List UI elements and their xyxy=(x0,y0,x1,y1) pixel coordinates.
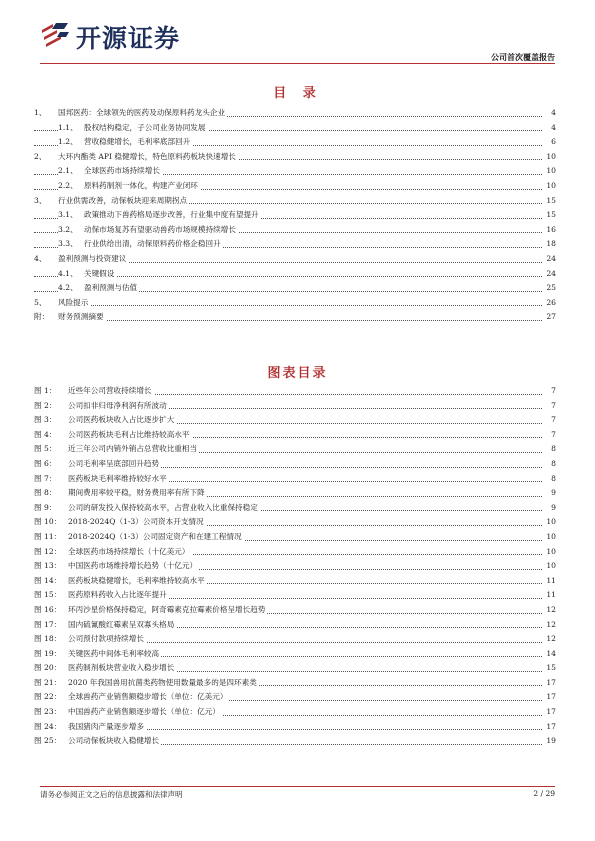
toc-entry-page: 15 xyxy=(544,208,556,223)
toc-entry-label xyxy=(58,281,139,296)
toc-entry-label xyxy=(34,545,192,560)
toc-entry-text: 原料药制剂一体化，构建产业闭环 xyxy=(84,180,198,190)
toc-entry-label xyxy=(58,208,261,223)
toc-entry-page: 10 xyxy=(544,150,556,165)
toc-entry[interactable] xyxy=(34,281,556,296)
toc-entry-label xyxy=(34,384,154,399)
toc-entry-text: 公司医药板块收入占比逐步扩大 xyxy=(68,415,175,425)
toc-entry-label xyxy=(34,442,199,457)
toc-entry-text: 中国医药市场维持增长趋势（十亿元） xyxy=(68,561,198,571)
toc-entry-text: 全球医药市场持续增长（十亿美元） xyxy=(68,546,190,556)
toc-entry-text: 盈利预测与估值 xyxy=(84,283,138,293)
toc-entry-number: 图 15： xyxy=(34,590,62,600)
toc-entry-label xyxy=(34,399,169,414)
toc-entry-text: 动保市场复苏有望驱动兽药市场规模持续增长 xyxy=(84,224,236,234)
figure-toc-entry[interactable] xyxy=(34,705,556,720)
toc-entry-text: 环丙沙星价格保持稳定，阿奇霉素克拉霉素价格呈增长趋势 xyxy=(68,604,266,614)
toc-entry-page: 17 xyxy=(544,705,556,720)
footer-disclaimer: 请务必参阅正文之后的信息披露和法律声明 xyxy=(40,790,183,799)
toc-entry[interactable] xyxy=(34,310,556,325)
toc-entry-label xyxy=(34,603,267,618)
toc-entry-page: 15 xyxy=(544,661,556,676)
toc-entry-page: 12 xyxy=(544,618,556,633)
toc-entry-label xyxy=(34,734,161,749)
toc-entry-number: 图 5： xyxy=(34,444,57,454)
toc-entry-number: 附： xyxy=(34,312,50,322)
toc-entry-number: 2.2、 xyxy=(58,180,78,190)
toc-entry-number: 图 21： xyxy=(34,677,62,687)
toc-entry-number: 3、 xyxy=(34,195,47,205)
toc-entry-number: 4.1、 xyxy=(58,268,78,278)
page-number: 2 / 29 xyxy=(533,789,555,798)
toc-entry-text: 2018-2024Q（1-3）公司资本开支情况 xyxy=(68,517,204,527)
figure-toc-entry[interactable] xyxy=(34,457,556,472)
toc-entry-page: 7 xyxy=(549,399,556,414)
toc-entry-number: 图 23： xyxy=(34,707,62,717)
toc-entry-page: 24 xyxy=(544,267,556,282)
toc-entry-number: 1.2、 xyxy=(58,137,78,147)
figure-toc-entry[interactable] xyxy=(34,472,556,487)
toc-entry-label xyxy=(34,252,128,267)
figure-toc-entry[interactable] xyxy=(34,545,556,560)
toc-entry-page: 11 xyxy=(544,574,556,589)
toc-entry-page: 10 xyxy=(544,515,556,530)
toc-entry-number: 图 2： xyxy=(34,400,57,410)
toc-entry-number: 1、 xyxy=(34,108,47,117)
figure-toc-entry[interactable] xyxy=(34,515,556,530)
toc-entry-label xyxy=(34,310,106,325)
figure-toc-entry[interactable] xyxy=(34,574,556,589)
dot-leader xyxy=(34,305,542,306)
toc-entry-text: 关键医药中间体毛利率较高 xyxy=(68,648,160,658)
toc-entry-text: 关键假设 xyxy=(84,268,115,278)
figure-toc-entry[interactable] xyxy=(34,486,556,501)
toc-entry-label xyxy=(58,267,116,282)
toc-entry-text: 中国兽药产业销售额逐步增长（单位：亿元） xyxy=(68,707,220,717)
figure-toc-entry[interactable] xyxy=(34,647,556,662)
toc-entry-page: 7 xyxy=(549,413,556,428)
toc-entry-label xyxy=(58,179,200,194)
figure-toc-entry[interactable] xyxy=(34,734,556,749)
toc-entry-label xyxy=(34,194,189,209)
toc-entry[interactable] xyxy=(34,208,556,223)
toc-entry-text: 行业供给出清，动保原料药价格企稳回升 xyxy=(84,239,221,249)
toc-entry-label xyxy=(34,647,161,662)
figure-toc-entry[interactable] xyxy=(34,384,556,399)
figure-toc-entry[interactable] xyxy=(34,588,556,603)
toc-entry-page: 10 xyxy=(544,559,556,574)
brand-logo-icon xyxy=(40,20,70,48)
toc-entry-text: 近些年公司营收持续增长 xyxy=(68,386,152,395)
toc-entry-number: 图 24： xyxy=(34,721,62,731)
toc-entry-text: 全球兽药产业销售额稳步增长（单位：亿美元） xyxy=(68,692,228,702)
figure-toc-entry[interactable] xyxy=(34,413,556,428)
toc-entry-number: 3.3、 xyxy=(58,239,78,249)
toc-entry-label xyxy=(34,690,229,705)
toc-entry[interactable] xyxy=(34,223,556,238)
toc-entry-page: 10 xyxy=(544,179,556,194)
toc-entry-text: 2020 年我国兽用抗菌类药物使用数量最多的是四环素类 xyxy=(68,677,257,687)
toc-entry-text: 政策推动下兽药格局逐步改善，行业集中度有望提升 xyxy=(84,210,259,220)
header-divider xyxy=(40,63,555,64)
toc-entry-page: 12 xyxy=(544,632,556,647)
toc-entry-label xyxy=(34,296,90,311)
toc-entry-number: 5、 xyxy=(34,297,47,307)
toc-entry-text: 公司预付款项持续增长 xyxy=(68,634,144,644)
toc-entry-page: 9 xyxy=(549,501,556,516)
toc-entry-number: 图 18： xyxy=(34,634,62,644)
toc-entry-page: 19 xyxy=(544,734,556,749)
toc-entry-text: 国内硫氰酸红霉素呈双寡头格局 xyxy=(68,619,175,629)
toc-entry-number: 图 9： xyxy=(34,502,57,512)
toc-entry-page: 8 xyxy=(549,472,556,487)
toc-entry[interactable] xyxy=(34,164,556,179)
toc-entry-label xyxy=(34,559,199,574)
toc-entry-text: 公司的研发投入保持较高水平，占营业收入比重保持稳定 xyxy=(68,502,258,512)
toc-entry-text: 营收稳健增长，毛利率底部回升 xyxy=(84,137,191,147)
toc-entry-text: 行业供需改善，动保板块迎来周期拐点 xyxy=(58,195,188,205)
toc-entry-text: 国邦医药：全球领先的医药及动保原料药龙头企业 xyxy=(58,108,226,117)
toc-entry-number: 1.1、 xyxy=(58,122,78,132)
figure-toc-entry[interactable] xyxy=(34,603,556,618)
toc-entry-page: 8 xyxy=(549,442,556,457)
toc-entry-number: 4、 xyxy=(34,253,47,263)
figure-toc-entry[interactable] xyxy=(34,661,556,676)
toc-entry-label xyxy=(34,530,244,545)
toc-entry[interactable] xyxy=(34,106,556,121)
toc-entry-page: 15 xyxy=(544,194,556,209)
toc-entry-text: 大环内酯类 API 稳健增长，特色原料药板块快速增长 xyxy=(58,151,236,161)
toc-entry-label xyxy=(34,106,227,121)
toc-entry-number: 图 13： xyxy=(34,561,62,571)
toc-entry-number: 图 12： xyxy=(34,546,62,556)
toc-entry-page: 7 xyxy=(549,428,556,443)
figure-toc-entry[interactable] xyxy=(34,559,556,574)
toc-entry-number: 4.2、 xyxy=(58,283,78,293)
toc-entry-text: 医药板块毛利率维持较好水平 xyxy=(68,473,167,483)
toc-entry-text: 股权结构稳定，子公司业务协同发展 xyxy=(84,122,206,132)
figure-toc-entry[interactable] xyxy=(34,530,556,545)
toc-entry-label xyxy=(34,457,161,472)
figure-toc-entry[interactable] xyxy=(34,676,556,691)
toc-entry-page: 27 xyxy=(544,310,556,325)
toc-entry-text: 全球医药市场持续增长 xyxy=(84,166,160,176)
dot-leader xyxy=(34,320,542,321)
figure-toc-entry[interactable] xyxy=(34,501,556,516)
figure-toc-entry[interactable] xyxy=(34,632,556,647)
toc-entry-page: 4 xyxy=(549,106,556,121)
toc-entry-page: 10 xyxy=(544,545,556,560)
report-type-label: 公司首次覆盖报告 xyxy=(491,52,555,62)
toc-entry[interactable] xyxy=(34,252,556,267)
toc-entry-text: 医药制剂板块营业收入稳步增长 xyxy=(68,663,175,673)
toc-entry-label xyxy=(34,720,146,735)
toc-entry-label xyxy=(34,501,260,516)
figure-toc-entry[interactable] xyxy=(34,428,556,443)
toc-entry-text: 期间费用率较平稳，财务费用率有所下降 xyxy=(68,488,205,498)
toc-entry-page: 14 xyxy=(544,647,556,662)
toc-entry-label xyxy=(58,237,223,252)
toc-entry-page: 24 xyxy=(544,252,556,267)
toc-entry-text: 公司医药板块毛利占比维持较高水平 xyxy=(68,429,190,439)
toc-entry[interactable] xyxy=(34,121,556,136)
toc-entry-number: 图 6： xyxy=(34,458,57,468)
toc-entry-label xyxy=(34,574,207,589)
toc-entry-number: 图 20： xyxy=(34,663,62,673)
toc-entry-number: 图 3： xyxy=(34,415,57,425)
toc-entry-label xyxy=(34,676,259,691)
toc-entry-page: 7 xyxy=(549,384,556,399)
toc-entry-label xyxy=(34,150,238,165)
toc-entry-label xyxy=(34,661,176,676)
toc-entry[interactable] xyxy=(34,296,556,311)
footer-divider xyxy=(40,786,555,787)
toc-entry-number: 2、 xyxy=(34,151,47,161)
toc-entry-page: 10 xyxy=(544,164,556,179)
toc-entry-page: 16 xyxy=(544,223,556,238)
toc-entry-number: 图 10： xyxy=(34,517,62,527)
toc-entry-number: 图 1： xyxy=(34,386,57,395)
toc-entry-label xyxy=(34,705,222,720)
toc-entry-label xyxy=(34,618,176,633)
toc-entry-page: 26 xyxy=(544,296,556,311)
toc-entry-text: 近三年公司内销外销占总营收比重相当 xyxy=(68,444,198,454)
toc-entry-label xyxy=(34,486,207,501)
brand-name: 开源证券 xyxy=(76,24,181,53)
toc-entry-number: 图 8： xyxy=(34,488,57,498)
toc-entry-text: 财务预测摘要 xyxy=(58,312,104,322)
toc-entry-label xyxy=(34,472,169,487)
toc-entry-number: 图 11： xyxy=(34,531,62,541)
toc-entry-text: 医药板块稳健增长，毛利率维持较高水平 xyxy=(68,575,205,585)
toc-entry-number: 2.1、 xyxy=(58,166,78,176)
toc-entry-page: 11 xyxy=(544,588,556,603)
toc-entry-label xyxy=(34,632,146,647)
toc-entry-label xyxy=(34,515,206,530)
toc-entry-page: 17 xyxy=(544,676,556,691)
toc-entry-number: 图 16： xyxy=(34,604,62,614)
toc-entry-text: 我国猪肉产量逐步增多 xyxy=(68,721,144,731)
toc-title: 目 录 xyxy=(273,86,322,101)
toc-entry-number: 图 7： xyxy=(34,473,57,483)
toc-entry-number: 图 22： xyxy=(34,692,62,702)
toc-entry-page: 9 xyxy=(549,486,556,501)
toc-entry-number: 3.2、 xyxy=(58,224,78,234)
toc-entry-text: 公司扣非归母净利润有所波动 xyxy=(68,400,167,410)
toc-entry-text: 公司毛利率呈底部回升趋势 xyxy=(68,458,160,468)
figure-toc-entry[interactable] xyxy=(34,690,556,705)
toc-entry-number: 图 25： xyxy=(34,736,62,746)
toc-entry-number: 图 14： xyxy=(34,575,62,585)
figure-toc-entry[interactable] xyxy=(34,442,556,457)
toc-entry-text: 2018-2024Q（1-3）公司固定资产和在建工程情况 xyxy=(68,531,242,541)
toc-entry-number: 图 4： xyxy=(34,429,57,439)
toc-entry[interactable] xyxy=(34,135,556,150)
toc-entry-text: 盈利预测与投资建议 xyxy=(58,253,127,263)
toc-entry-text: 风险提示 xyxy=(58,297,89,307)
toc-entry-number: 3.1、 xyxy=(58,210,78,220)
toc-entry[interactable] xyxy=(34,194,556,209)
toc-entry-page: 4 xyxy=(549,121,556,136)
toc-entry-number: 图 17： xyxy=(34,619,62,629)
figure-toc-entry[interactable] xyxy=(34,618,556,633)
toc-entry[interactable] xyxy=(34,179,556,194)
toc-list xyxy=(34,106,556,325)
toc-entry-page: 8 xyxy=(549,457,556,472)
toc-entry[interactable] xyxy=(34,150,556,165)
toc-entry-page: 10 xyxy=(544,530,556,545)
toc-entry-label xyxy=(34,428,192,443)
toc-entry-label xyxy=(58,164,162,179)
toc-entry-number: 图 19： xyxy=(34,648,62,658)
toc-entry-page: 18 xyxy=(544,237,556,252)
toc-entry-label xyxy=(34,413,176,428)
toc-entry-label xyxy=(34,588,169,603)
toc-entry-label xyxy=(58,135,192,150)
figure-toc-entry[interactable] xyxy=(34,720,556,735)
toc-entry-label xyxy=(58,121,208,136)
toc-entry-page: 25 xyxy=(544,281,556,296)
toc-entry[interactable] xyxy=(34,267,556,282)
toc-entry-text: 公司动保板块收入稳健增长 xyxy=(68,736,160,746)
toc-entry-page: 6 xyxy=(549,135,556,150)
toc-entry-page: 17 xyxy=(544,720,556,735)
page-header xyxy=(0,0,595,62)
figure-toc-entry[interactable] xyxy=(34,399,556,414)
figures-toc-title: 图表目录 xyxy=(267,366,328,381)
toc-entry-label xyxy=(58,223,238,238)
toc-entry-text: 医药原料药收入占比逐年提升 xyxy=(68,590,167,600)
figures-toc-list xyxy=(34,384,556,749)
toc-entry[interactable] xyxy=(34,237,556,252)
toc-entry-page: 12 xyxy=(544,603,556,618)
toc-entry-page: 17 xyxy=(544,690,556,705)
